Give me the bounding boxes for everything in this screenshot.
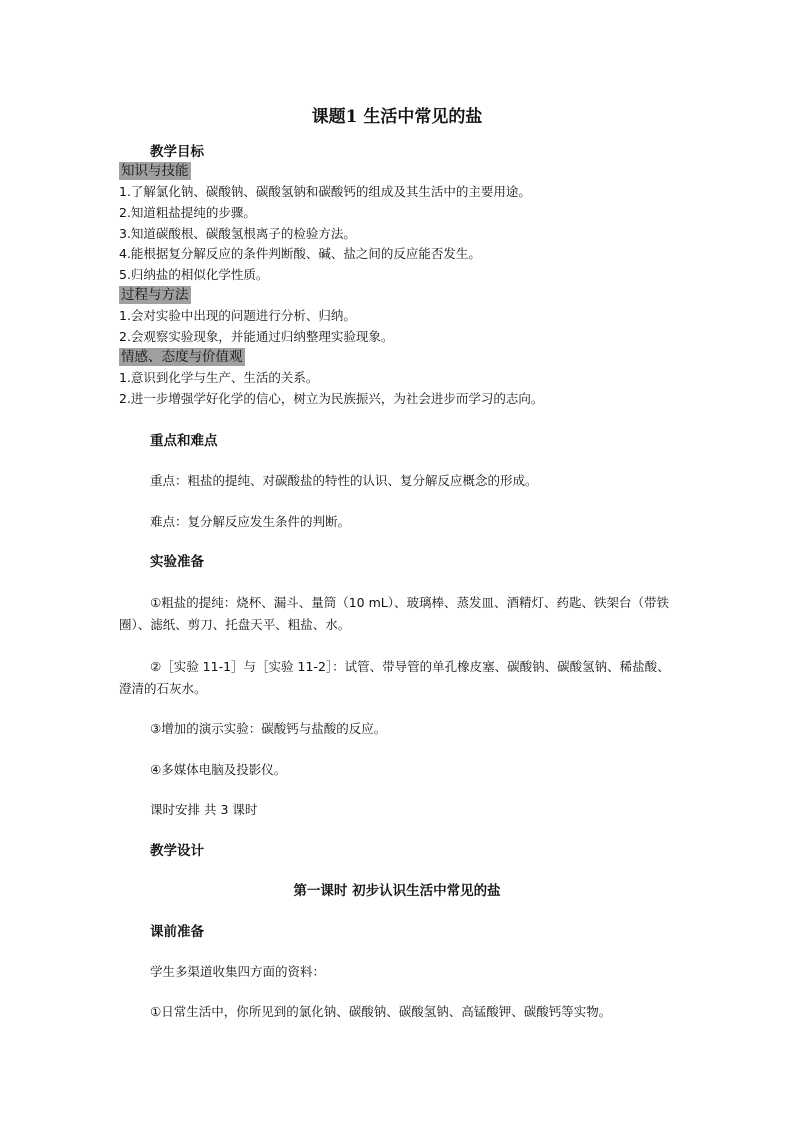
prep-item-4: ④多媒体电脑及投影仪。 [150,762,287,777]
knowledge-item-5: 5.归纳盐的相似化学性质。 [119,267,269,282]
knowledge-item-2: 2.知道粗盐提纯的步骤。 [119,205,256,220]
prep-item-1: ①粗盐的提纯：烧杯、漏斗、量筒（10 mL）、玻璃棒、蒸发皿、酒精灯、药匙、铁架台（带铁圈）、滤纸、剪刀、托盘天平、粗盐、水。 [119,595,669,632]
difficult-point: 难点：复分解反应发生条件的判断。 [150,514,351,529]
emotion-label: 情感、态度与价值观 [121,349,243,365]
collect-intro: 学生多渠道收集四方面的资料： [150,964,326,979]
knowledge-label: 知识与技能 [121,163,189,179]
collect-item-1: ①日常生活中，你所见到的氯化钠、碳酸钠、碳酸氢钠、高锰酸钾、碳酸钙等实物。 [150,1004,612,1019]
pre-class-heading: 课前准备 [150,924,204,940]
process-item-1: 1.会对实验中出现的问题进行分析、归纳。 [119,308,356,323]
emotion-item-2: 2.进一步增强学好化学的信心，树立为民族振兴，为社会进步而学习的志向。 [119,391,544,406]
knowledge-item-1: 1.了解氯化钠、碳酸钠、碳酸氢钠和碳酸钙的组成及其生活中的主要用途。 [119,184,531,199]
lesson-title: 第一课时 初步认识生活中常见的盐 [293,883,501,899]
knowledge-item-3: 3.知道碳酸根、碳酸氢根离子的检验方法。 [119,226,356,241]
goals-heading: 教学目标 [150,144,204,160]
process-label: 过程与方法 [121,287,189,303]
key-point: 重点：粗盐的提纯、对碳酸盐的特性的认识、复分解反应概念的形成。 [150,473,538,488]
design-heading: 教学设计 [150,843,204,859]
prep-item-3: ③增加的演示实验：碳酸钙与盐酸的反应。 [150,721,387,736]
prep-heading: 实验准备 [150,554,204,570]
prep-item-2: ②［实验 11-1］与［实验 11-2］：试管、带导管的单孔橡皮塞、碳酸钠、碳酸氢钠、稀盐酸、澄清的石灰水。 [119,659,670,696]
emotion-item-1: 1.意识到化学与生产、生活的关系。 [119,370,319,385]
page-title: 课题1 生活中常见的盐 [311,107,483,127]
process-item-2: 2.会观察实验现象，并能通过归纳整理实验现象。 [119,329,394,344]
schedule: 课时安排 共 3 课时 [150,802,258,817]
knowledge-item-4: 4.能根据复分解反应的条件判断酸、碱、盐之间的反应能否发生。 [119,246,481,261]
key-heading: 重点和难点 [150,433,218,449]
